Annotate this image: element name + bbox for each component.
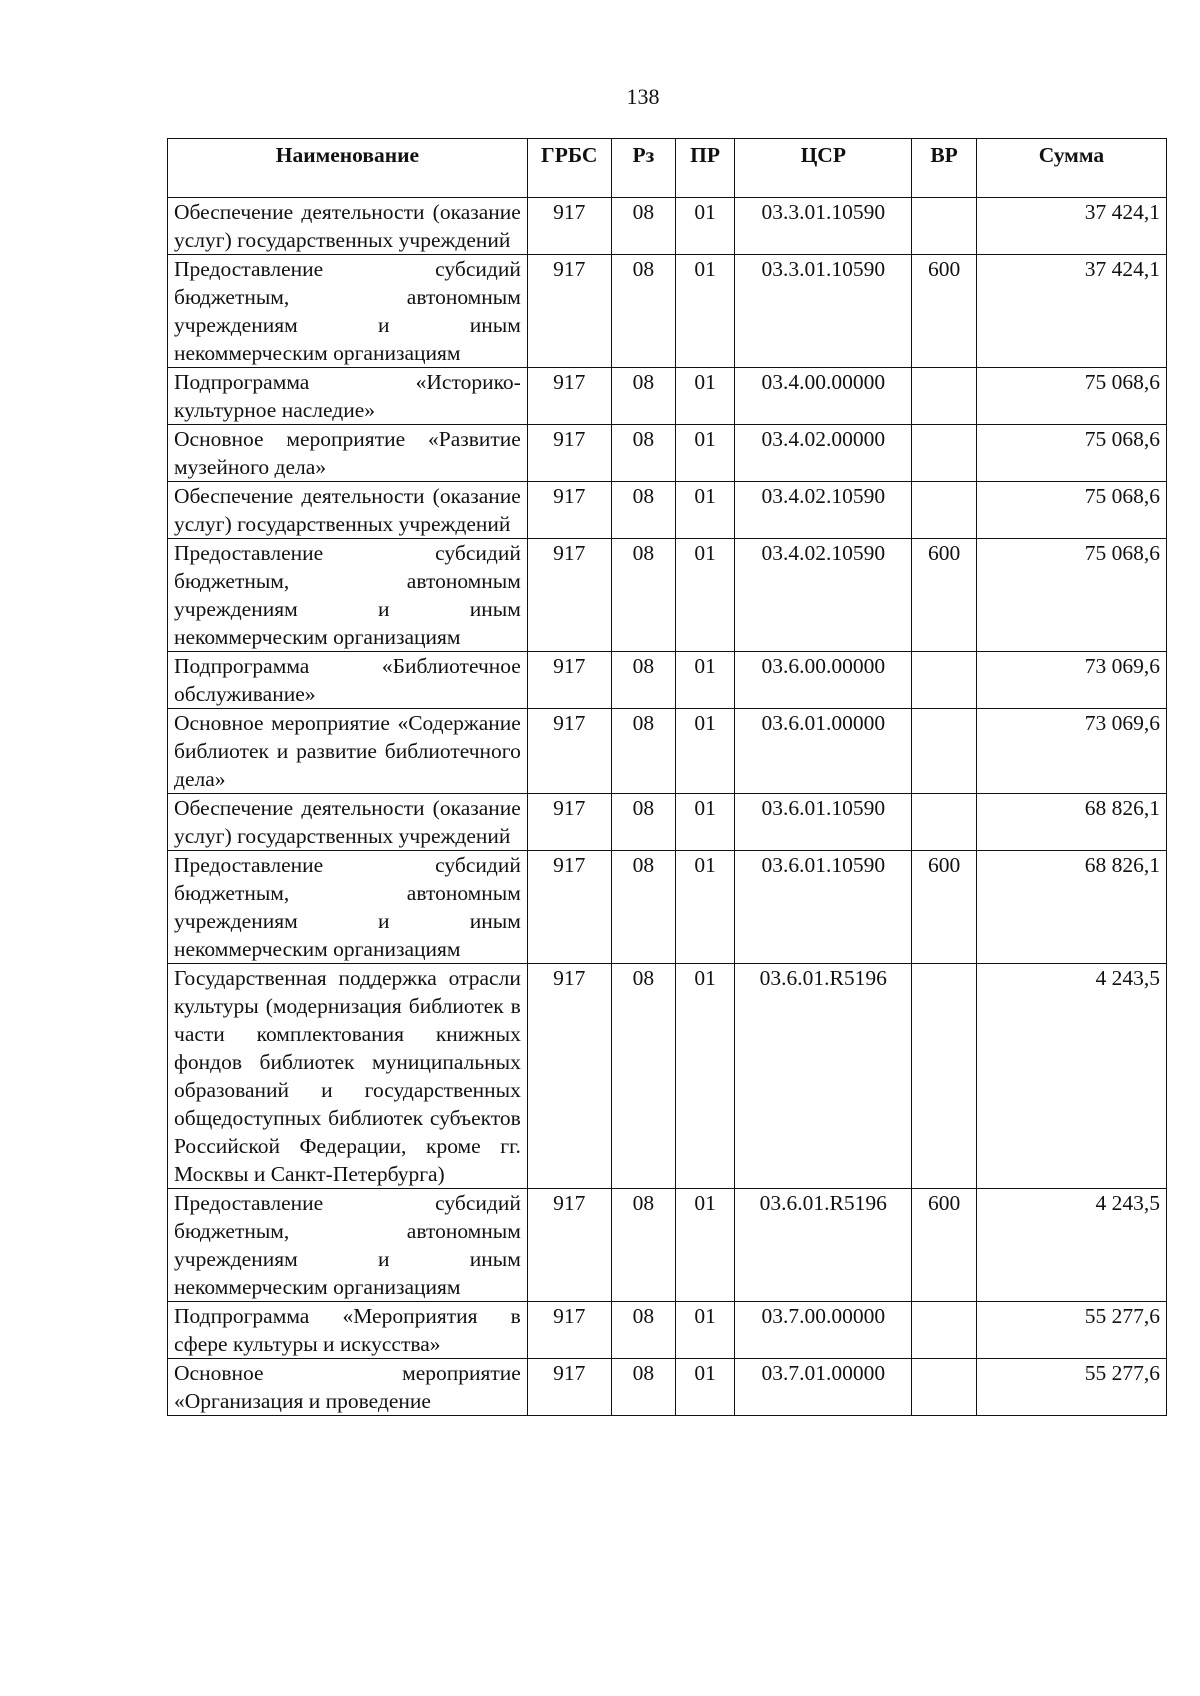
table-row <box>168 255 1167 368</box>
row-vr <box>912 964 976 1189</box>
row-csr: 03.4.02.10590 <box>735 482 912 539</box>
row-csr: 03.4.02.00000 <box>735 425 912 482</box>
row-csr: 03.7.01.00000 <box>735 1359 912 1416</box>
row-rz: 08 <box>611 198 675 255</box>
row-rz: 08 <box>611 851 675 964</box>
row-pr: 01 <box>676 709 735 794</box>
row-csr: 03.4.02.10590 <box>735 539 912 652</box>
row-csr: 03.3.01.10590 <box>735 255 912 368</box>
row-csr: 03.6.01.R5196 <box>735 1189 912 1302</box>
row-grbs: 917 <box>527 368 611 425</box>
table-row <box>168 1189 1167 1302</box>
row-name: Государственная поддержка отрасли культуры (модернизация библиотек в части комплектования книжных фондов библиотек муниципальных образований и государственных общедоступных библиотек субъектов Российской Федерации, кроме гг. Москвы и Санкт-Петербурга) <box>168 964 528 1189</box>
row-vr <box>912 709 976 794</box>
row-vr: 600 <box>912 851 976 964</box>
row-name: Предоставление субсидий бюджетным, автономным учреждениям и иным некоммерческим организациям <box>168 851 528 964</box>
header-name: Наименование <box>168 139 528 198</box>
row-csr: 03.6.01.R5196 <box>735 964 912 1189</box>
table-row <box>168 482 1167 539</box>
header-csr: ЦСР <box>735 139 912 198</box>
table-row <box>168 1359 1167 1416</box>
row-name: Обеспечение деятельности (оказание услуг) государственных учреждений <box>168 794 528 851</box>
row-name: Основное мероприятие «Развитие музейного дела» <box>168 425 528 482</box>
row-pr: 01 <box>676 851 735 964</box>
row-grbs: 917 <box>527 425 611 482</box>
row-grbs: 917 <box>527 1302 611 1359</box>
row-grbs: 917 <box>527 652 611 709</box>
row-name: Предоставление субсидий бюджетным, автономным учреждениям и иным некоммерческим организациям <box>168 1189 528 1302</box>
row-rz: 08 <box>611 539 675 652</box>
row-rz: 08 <box>611 482 675 539</box>
row-sum: 73 069,6 <box>976 709 1166 794</box>
row-pr: 01 <box>676 652 735 709</box>
table-row <box>168 539 1167 652</box>
header-sum: Сумма <box>976 139 1166 198</box>
row-sum: 4 243,5 <box>976 1189 1166 1302</box>
row-vr <box>912 1359 976 1416</box>
row-name: Подпрограмма «Мероприятия в сфере культуры и искусства» <box>168 1302 528 1359</box>
row-rz: 08 <box>611 425 675 482</box>
row-sum: 68 826,1 <box>976 794 1166 851</box>
row-vr <box>912 794 976 851</box>
row-grbs: 917 <box>527 964 611 1189</box>
row-rz: 08 <box>611 794 675 851</box>
row-rz: 08 <box>611 255 675 368</box>
row-sum: 75 068,6 <box>976 425 1166 482</box>
row-csr: 03.7.00.00000 <box>735 1302 912 1359</box>
row-vr <box>912 652 976 709</box>
row-csr: 03.6.01.10590 <box>735 794 912 851</box>
row-sum: 75 068,6 <box>976 368 1166 425</box>
table-row <box>168 1302 1167 1359</box>
row-pr: 01 <box>676 794 735 851</box>
row-csr: 03.4.00.00000 <box>735 368 912 425</box>
row-name: Обеспечение деятельности (оказание услуг) государственных учреждений <box>168 198 528 255</box>
row-rz: 08 <box>611 1359 675 1416</box>
row-csr: 03.6.01.10590 <box>735 851 912 964</box>
row-pr: 01 <box>676 1189 735 1302</box>
row-grbs: 917 <box>527 482 611 539</box>
row-grbs: 917 <box>527 1189 611 1302</box>
row-vr: 600 <box>912 255 976 368</box>
row-pr: 01 <box>676 255 735 368</box>
budget-table <box>167 138 1167 1416</box>
row-vr <box>912 198 976 255</box>
row-pr: 01 <box>676 425 735 482</box>
row-grbs: 917 <box>527 851 611 964</box>
row-csr: 03.6.01.00000 <box>735 709 912 794</box>
row-sum: 55 277,6 <box>976 1359 1166 1416</box>
row-sum: 4 243,5 <box>976 964 1166 1189</box>
row-name: Подпрограмма «Историко-культурное наследие» <box>168 368 528 425</box>
row-grbs: 917 <box>527 794 611 851</box>
table-row <box>168 368 1167 425</box>
row-sum: 75 068,6 <box>976 482 1166 539</box>
row-vr: 600 <box>912 539 976 652</box>
row-name: Предоставление субсидий бюджетным, автономным учреждениям и иным некоммерческим организациям <box>168 255 528 368</box>
row-vr <box>912 425 976 482</box>
header-grbs: ГРБС <box>527 139 611 198</box>
row-name: Обеспечение деятельности (оказание услуг) государственных учреждений <box>168 482 528 539</box>
row-vr <box>912 1302 976 1359</box>
table-row <box>168 964 1167 1189</box>
row-pr: 01 <box>676 964 735 1189</box>
row-vr: 600 <box>912 1189 976 1302</box>
row-sum: 37 424,1 <box>976 198 1166 255</box>
row-sum: 68 826,1 <box>976 851 1166 964</box>
row-sum: 75 068,6 <box>976 539 1166 652</box>
row-sum: 37 424,1 <box>976 255 1166 368</box>
table-row <box>168 198 1167 255</box>
table-row <box>168 652 1167 709</box>
row-grbs: 917 <box>527 709 611 794</box>
row-pr: 01 <box>676 482 735 539</box>
row-vr <box>912 482 976 539</box>
row-name: Подпрограмма «Библиотечное обслуживание» <box>168 652 528 709</box>
header-pr: ПР <box>676 139 735 198</box>
row-name: Основное мероприятие «Организация и проведение <box>168 1359 528 1416</box>
row-grbs: 917 <box>527 198 611 255</box>
table-row <box>168 709 1167 794</box>
table-row <box>168 425 1167 482</box>
row-pr: 01 <box>676 368 735 425</box>
row-rz: 08 <box>611 1302 675 1359</box>
header-vr: ВР <box>912 139 976 198</box>
row-grbs: 917 <box>527 539 611 652</box>
row-sum: 73 069,6 <box>976 652 1166 709</box>
row-pr: 01 <box>676 1302 735 1359</box>
row-rz: 08 <box>611 652 675 709</box>
page-number: 138 <box>626 84 660 109</box>
row-rz: 08 <box>611 964 675 1189</box>
row-pr: 01 <box>676 539 735 652</box>
row-rz: 08 <box>611 1189 675 1302</box>
row-csr: 03.3.01.10590 <box>735 198 912 255</box>
table-row <box>168 851 1167 964</box>
table-body <box>168 198 1167 1416</box>
row-pr: 01 <box>676 198 735 255</box>
row-pr: 01 <box>676 1359 735 1416</box>
table-header-row <box>168 139 1167 198</box>
row-sum: 55 277,6 <box>976 1302 1166 1359</box>
header-rz: Рз <box>611 139 675 198</box>
row-rz: 08 <box>611 368 675 425</box>
row-name: Основное мероприятие «Содержание библиотек и развитие библиотечного дела» <box>168 709 528 794</box>
row-vr <box>912 368 976 425</box>
row-grbs: 917 <box>527 255 611 368</box>
row-name: Предоставление субсидий бюджетным, автономным учреждениям и иным некоммерческим организациям <box>168 539 528 652</box>
row-grbs: 917 <box>527 1359 611 1416</box>
row-rz: 08 <box>611 709 675 794</box>
table-row <box>168 794 1167 851</box>
row-csr: 03.6.00.00000 <box>735 652 912 709</box>
